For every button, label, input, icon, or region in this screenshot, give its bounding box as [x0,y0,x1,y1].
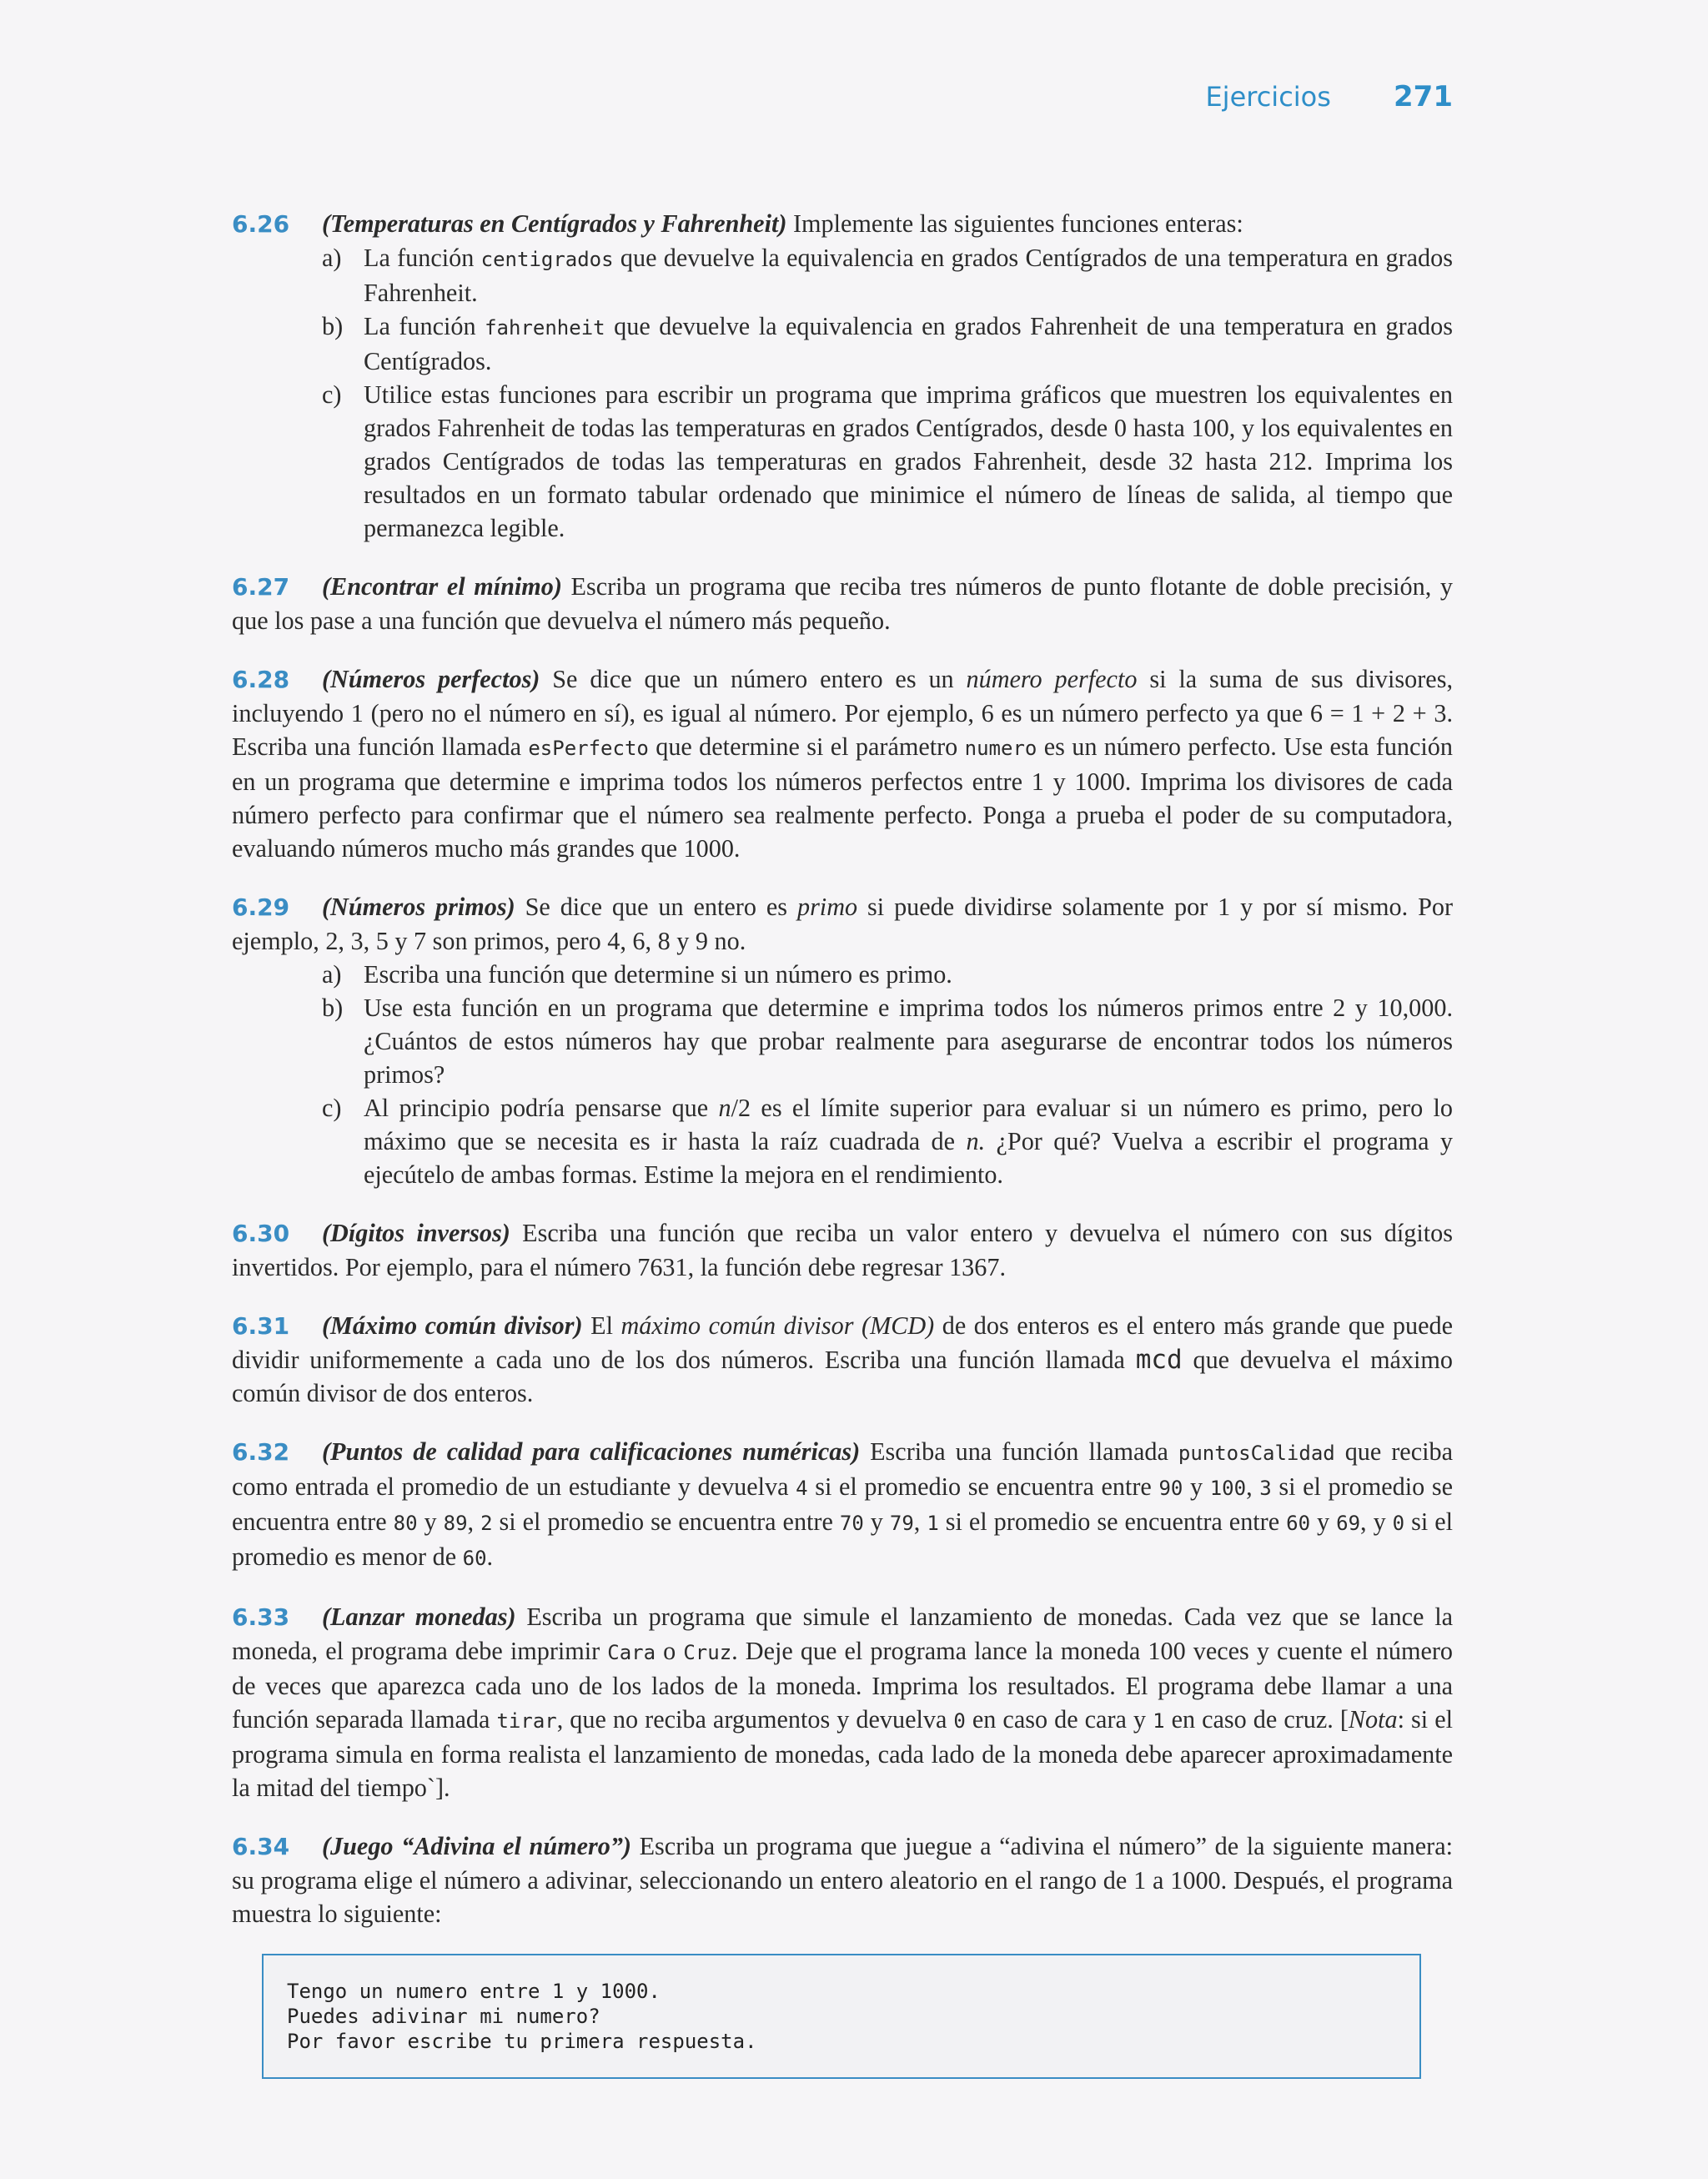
note-label: Nota [1348,1705,1398,1734]
sub-item-label: a) [322,960,342,989]
code-output-box [262,1954,1421,2079]
code-numero: numero [964,737,1037,760]
sub-item-b [232,309,1453,378]
exercise-text: Escriba un programa que reciba tres números de punto flotante de doble precisión, y que los pase a una función que devuelva el número más pequeño. [232,572,1453,635]
sub-item-c [232,1091,1453,1191]
exercise-6-34 [232,1829,1453,2079]
sub-item-a [232,958,1453,991]
sub-item-text: Al principio podría pensarse que [364,1094,719,1122]
code-value: 90 [1158,1477,1183,1500]
code-esperfecto: esPerfecto [528,737,649,760]
exercise-text: Escriba un programa que simule el lanzamiento de monedas. Cada vez que se lance la moneda, el programa debe imprimir [232,1603,1453,1665]
exercise-title: (Máximo común divisor) [322,1311,583,1340]
exercise-intro [232,890,1453,958]
code-line: Por favor escribe tu primera respuesta. [287,2030,757,2053]
code-value: 2 [480,1512,493,1535]
emphasis-term: número perfecto [966,665,1138,693]
exercise-body [232,570,1453,637]
exercise-text: , y [1360,1507,1393,1536]
exercise-number: 6.32 [232,1438,290,1466]
exercise-title: (Dígitos inversos) [322,1219,510,1247]
code-value: 1 [927,1512,939,1535]
sub-item-text: La función [364,312,485,340]
exercise-text: Escriba un programa que juegue a “adivina el número” de la siguiente manera: su programa elige el número a adivinar, seleccionando un entero aleatorio en el rango de 1 a 1000. Después, el programa muestra lo siguiente: [232,1832,1453,1928]
exercise-title: (Temperaturas en Centígrados y Fahrenheit) [322,209,787,238]
exercise-text: en caso de cruz. [ [1164,1705,1349,1734]
exercise-number: 6.30 [232,1220,290,1247]
exercise-text: Implemente las siguientes funciones enteras: [786,209,1243,238]
code-value: 100 [1209,1477,1247,1500]
exercise-text: y [863,1507,890,1536]
exercise-text: que reciba como entrada el promedio de un estudiante y devuelva [232,1437,1453,1501]
code-puntoscalidad: puntosCalidad [1178,1442,1335,1465]
exercise-text: Se dice que un entero es [515,893,797,921]
exercise-text: en caso de cara y [965,1705,1153,1734]
exercise-6-30 [232,1216,1453,1284]
exercise-text: , [1246,1472,1260,1501]
exercise-text: si la suma de sus divisores, incluyendo 1 (pero no el número en sí), es igual al número. Por ejemplo, 6 es un número perfecto ya que 6 = 1 + 2 + 3. Escriba una función llamada [232,665,1454,761]
exercise-text: . Deje que el programa lance la moneda 100 veces y cuente el número de veces que aparezca cada uno de los lados de la moneda. Imprima los resultados. El programa debe llamar a una función separada llamada [232,1637,1453,1734]
code-value: 60 [1286,1512,1311,1535]
exercise-text: si el promedio se encuentra entre [232,1472,1454,1536]
emphasis-term: primo [796,893,858,921]
code-value: 69 [1336,1512,1361,1535]
sub-item-text: que devuelve la equivalencia en grados Centígrados de una temperatura en grados Fahrenheit. [364,244,1453,307]
exercise-title: (Números perfectos) [322,665,540,693]
exercise-6-29 [232,890,1453,1191]
exercise-title: (Números primos) [322,893,515,921]
exercise-text: si puede dividirse solamente por 1 y por sí mismo. Por ejemplo, 2, 3, 5 y 7 son primos, pero 4, 6, 8 y 9 no. [232,893,1454,955]
exercise-number: 6.34 [232,1833,290,1860]
sub-item-label: c) [322,380,342,409]
code-value: 79 [889,1512,914,1535]
exercise-text: y [1310,1507,1337,1536]
page-number: 271 [1394,80,1453,113]
code-cara: Cara [607,1641,656,1664]
exercise-title: (Juego “Adivina el número”) [322,1832,631,1860]
running-head [1205,80,1453,118]
sub-item-list [232,958,1453,1191]
code-value: 89 [443,1512,468,1535]
sub-item-text: /2 es el límite superior para evaluar si un número es primo, pero lo máximo que se necesita es ir hasta la raíz cuadrada de [364,1094,1454,1155]
math-variable: n. [966,1127,986,1155]
emphasis-term: máximo común divisor (MCD) [620,1311,935,1340]
exercise-body [232,662,1453,865]
exercise-text: si el promedio se encuentra entre [807,1472,1159,1501]
code-value: 0 [953,1709,966,1733]
sub-item-text: que devuelve la equivalencia en grados Fahrenheit de una temperatura en grados Centígrados. [364,312,1453,375]
exercise-text: . [486,1542,494,1571]
code-value: 0 [1392,1512,1405,1535]
page-content [232,207,1453,2104]
exercise-number: 6.26 [232,210,290,238]
exercise-body [232,1829,1453,1930]
exercise-6-26 [232,207,1453,545]
sub-item-label: a) [322,244,342,272]
exercise-number: 6.33 [232,1603,290,1631]
exercise-body [232,1309,1453,1410]
code-value: 60 [462,1547,487,1570]
exercise-text: si el promedio se encuentra entre [938,1507,1287,1536]
code-value: 1 [1153,1709,1165,1733]
exercise-text: es un número perfecto. Use esta función en un programa que determine e imprima todos los números perfectos entre 1 y 1000. Imprima los divisores de cada número perfecto para confirmar que el número sea realmente perfecto. Ponga a prueba el poder de su computadora, evaluando números mucho más grandes que 1000. [232,732,1453,863]
exercise-text: Escriba una función llamada [860,1437,1178,1466]
exercise-text: que determine si el parámetro [648,732,965,761]
exercise-intro [232,207,1453,241]
exercise-6-33 [232,1600,1453,1804]
code-fahrenheit: fahrenheit [485,316,605,340]
exercise-text: de dos enteros es el entero más grande que puede dividir uniformemente a cada uno de los dos números. Escriba una función llamada [232,1311,1453,1374]
exercise-number: 6.27 [232,573,290,601]
sub-item-text: Utilice estas funciones para escribir un programa que imprima gráficos que muestren los equivalentes en grados Fahrenheit de todas las temperaturas en grados Centígrados, desde 0 hasta 100, y los equivalentes en grados Centígrados de todas las temperaturas en grados Fahrenheit, desde 32 hasta 212. Imprima los resultados en un formato tabular ordenado que minimice el número de líneas de salida, al tiempo que permanezca legible. [364,380,1453,542]
exercise-text: El [582,1311,621,1340]
code-centigrados: centigrados [480,248,614,271]
exercise-6-31 [232,1309,1453,1410]
exercise-text: si el promedio es menor de [232,1507,1454,1571]
sub-item-a [232,241,1453,309]
exercise-number: 6.29 [232,893,290,921]
exercise-text: : si el programa simula en forma realista el lanzamiento de monedas, cada lado de la moneda debe aparecer aproximadamente la mitad del tiempo`]. [232,1705,1454,1802]
sub-item-text: La función [364,244,481,272]
sub-item-text: Escriba una función que determine si un número es primo. [364,960,952,989]
exercise-text: , [467,1507,481,1536]
exercise-text: , que no reciba argumentos y devuelva [556,1705,954,1734]
exercise-6-28 [232,662,1453,865]
exercise-text: o [656,1637,684,1665]
sub-item-label: c) [322,1094,342,1122]
exercise-6-27 [232,570,1453,637]
exercise-text: que devuelva el máximo común divisor de dos enteros. [232,1346,1454,1407]
math-variable: n [718,1094,731,1122]
exercise-text: y [417,1507,444,1536]
code-value: 70 [839,1512,864,1535]
exercise-text: y [1183,1472,1210,1501]
code-tirar: tirar [496,1709,557,1733]
sub-item-text: Use esta función en un programa que determine e imprima todos los números primos entre 2 y 10,000. ¿Cuántos de estos números hay que probar realmente para asegurarse de encontrar todos los números primos? [364,994,1453,1089]
exercise-body [232,1216,1453,1284]
sub-item-c [232,378,1453,545]
exercise-text: si el promedio se encuentra entre [492,1507,840,1536]
code-cruz: Cruz [683,1641,732,1664]
code-mcd: mcd [1135,1345,1183,1375]
code-value: 80 [393,1512,418,1535]
exercise-number: 6.28 [232,666,290,693]
section-title: Ejercicios [1205,81,1331,113]
exercise-text: Escriba una función que reciba un valor entero y devuelva el número con sus dígitos invertidos. Por ejemplo, para el número 7631, la función debe regresar 1367. [232,1219,1453,1281]
code-line: Tengo un numero entre 1 y 1000. [287,1980,661,2003]
exercise-title: (Encontrar el mínimo) [322,572,562,601]
sub-item-label: b) [322,312,344,340]
exercise-text: , [913,1507,927,1536]
exercise-title: (Puntos de calidad para calificaciones numéricas) [322,1437,861,1466]
sub-item-text: ¿Por qué? Vuelva a escribir el programa y ejecútelo de ambas formas. Estime la mejora en el rendimiento. [364,1127,1453,1189]
sub-item-b [232,991,1453,1091]
sub-item-list [232,241,1453,545]
code-line: Puedes adivinar mi numero? [287,2005,600,2028]
code-value: 4 [796,1477,808,1500]
exercise-text: Se dice que un número entero es un [540,665,967,693]
exercise-body [232,1600,1453,1804]
exercise-6-32 [232,1435,1453,1575]
exercise-number: 6.31 [232,1312,290,1340]
code-value: 3 [1259,1477,1272,1500]
exercise-body [232,1435,1453,1575]
exercise-title: (Lanzar monedas) [322,1603,516,1631]
sub-item-label: b) [322,994,344,1022]
